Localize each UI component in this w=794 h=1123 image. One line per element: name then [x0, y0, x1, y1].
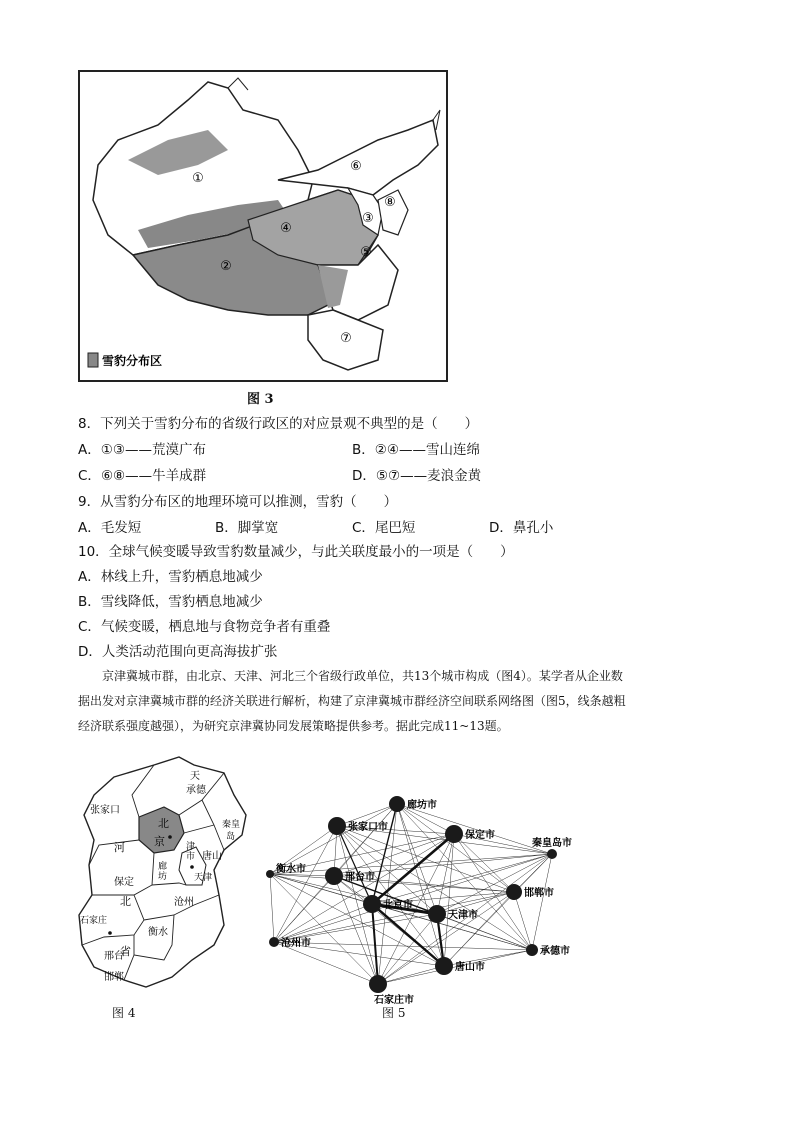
option-letter: C．	[78, 468, 101, 484]
figure-5-caption: 图 5	[382, 1006, 406, 1020]
network-label-xingtai: 邢台市	[345, 872, 375, 883]
question-10-option-a	[78, 567, 263, 587]
network-label-shijiazhuang: 石家庄市	[374, 995, 414, 1006]
question-9-option-a	[78, 518, 141, 538]
fig4-label-xingtai: 邢台	[104, 951, 124, 962]
network-edge-strong	[372, 834, 454, 904]
network-node-tangshan	[435, 957, 453, 975]
passage-line-1: 京津冀城市群，由北京、天津、河北三个省级行政单位，共13个城市构成（图4）。某学者从企业数	[102, 669, 623, 683]
option-letter: D．	[352, 468, 376, 484]
fig4-label-tian: 天	[190, 771, 200, 782]
network-node-xingtai	[325, 867, 343, 885]
network-node-chengde	[526, 944, 538, 956]
network-edge	[274, 826, 337, 942]
economic-network-graph	[262, 784, 582, 1006]
network-edge	[337, 826, 444, 966]
network-node-handan	[506, 884, 522, 900]
network-label-hengshui: 衡水市	[276, 864, 306, 875]
network-node-shijiazhuang	[369, 975, 387, 993]
fig4-label-baoding: 保定	[114, 877, 134, 888]
fig4-label-he: 河	[114, 841, 125, 854]
region-label-8: ⑧	[384, 195, 396, 210]
fig4-label-sheng: 省	[120, 945, 131, 958]
network-edge	[444, 834, 454, 966]
fig4-label-langfang-1: 廊	[158, 862, 168, 872]
option-text: 尾巴短	[374, 520, 416, 536]
option-text: 脚掌宽	[237, 520, 279, 536]
option-text: 雪线降低，雪豹栖息地减少	[100, 594, 263, 610]
network-node-zhangjiakou	[328, 817, 346, 835]
fig4-label-dao: 岛	[226, 832, 236, 842]
network-label-tianjin: 天津市	[448, 910, 478, 921]
question-9-stem: 9．从雪豹分布区的地理环境可以推测，雪豹（ ）	[78, 494, 398, 510]
network-edge-strong	[372, 804, 397, 904]
fig4-label-tangshan: 唐山	[202, 851, 222, 862]
option-letter: B．	[78, 594, 101, 610]
option-letter: A．	[78, 569, 101, 585]
figure-4-caption: 图 4	[112, 1006, 136, 1020]
option-text: 气候变暖，栖息地与食物竞争者有重叠	[100, 619, 331, 635]
question-9-option-b	[215, 518, 278, 538]
fig4-label-hengshui: 衡水	[148, 927, 168, 938]
option-letter: B．	[352, 442, 375, 458]
network-edge	[514, 892, 532, 950]
option-text: 毛发短	[100, 520, 142, 536]
option-text: 林线上升，雪豹栖息地减少	[100, 569, 263, 585]
network-edge	[274, 942, 532, 950]
network-edge	[270, 874, 444, 966]
fig4-label-langfang-2: 坊	[158, 872, 168, 882]
question-8-stem: 8．下列关于雪豹分布的省级行政区的对应景观不典型的是（ ）	[78, 416, 479, 432]
network-node-baoding	[445, 825, 463, 843]
snow-leopard-distribution-map	[78, 70, 448, 382]
passage-line-3: 经济联系强度越强），为研究京津冀协同发展策略提供参考。据此完成11~13题。	[78, 719, 509, 733]
region-label-6: ⑥	[350, 159, 362, 174]
question-9-option-c	[352, 518, 415, 538]
network-node-qinhuangdao	[547, 849, 557, 859]
fig4-label-chengde: 承德	[186, 785, 206, 796]
fig4-label-shi: 市	[186, 852, 196, 862]
jingjinji-admin-map	[74, 755, 254, 1000]
option-text: ⑥⑧——牛羊成群	[100, 468, 207, 484]
question-10-option-d	[78, 642, 277, 662]
fig4-label-zhangjiakou: 张家口	[90, 805, 120, 816]
fig4-label-shijiazhuang: 石家庄	[80, 916, 108, 926]
figure-3-caption: 图 3	[247, 392, 274, 407]
question-8-option-a	[78, 440, 206, 460]
option-letter: B．	[215, 520, 238, 536]
question-10-option-b	[78, 592, 263, 612]
option-letter: C．	[352, 520, 375, 536]
network-label-baoding: 保定市	[465, 830, 495, 841]
region-label-1: ①	[192, 171, 204, 186]
option-letter: D．	[78, 644, 102, 660]
fig4-label-jing: 京	[154, 835, 165, 848]
network-edge	[397, 804, 437, 914]
network-edge	[444, 892, 514, 966]
passage-line-2: 据出发对京津冀城市群的经济关联进行解析，构建了京津冀城市群经济空间联系网络图（图5，线条越粗	[78, 694, 626, 708]
question-10-option-c	[78, 617, 330, 637]
option-letter: A．	[78, 520, 101, 536]
network-label-qinhuangdao: 秦皇岛市	[532, 838, 572, 849]
figure-4	[74, 755, 254, 1000]
option-letter: C．	[78, 619, 101, 635]
region-label-5: ⑤	[360, 245, 372, 260]
option-letter: A．	[78, 442, 101, 458]
option-text: 鼻孔小	[512, 520, 554, 536]
fig4-label-handan: 邯郸	[104, 972, 124, 983]
region-label-7: ⑦	[340, 331, 352, 346]
figure-5	[262, 784, 582, 1006]
network-edge	[532, 854, 552, 950]
network-label-zhangjiakou: 张家口市	[348, 822, 388, 833]
fig4-label-cangzhou: 沧州	[174, 897, 194, 908]
question-10-stem: 10．全球气候变暖导致雪豹数量减少，与此关联度最小的一项是（ ）	[78, 544, 514, 560]
region-label-4: ④	[280, 221, 292, 236]
network-node-cangzhou	[269, 937, 279, 947]
fig4-label-jin: 津	[186, 842, 196, 852]
option-text: ②④——雪山连绵	[374, 442, 480, 458]
legend-swatch	[88, 353, 98, 367]
region-label-2: ②	[220, 259, 232, 274]
figure-3	[78, 70, 448, 382]
network-label-chengde: 承德市	[540, 946, 570, 957]
question-8-option-d	[352, 466, 481, 486]
fig4-label-tianjin: 天津	[194, 873, 213, 883]
option-text: ①③——荒漠广布	[100, 442, 206, 458]
question-8-option-c	[78, 466, 206, 486]
fig4-label-bei-2: 北	[120, 895, 131, 908]
network-label-tangshan: 唐山市	[455, 962, 485, 973]
network-edge	[270, 874, 378, 984]
network-node-beijing	[363, 895, 381, 913]
network-node-tianjin	[428, 905, 446, 923]
network-node-langfang	[389, 796, 405, 812]
network-label-cangzhou: 沧州市	[281, 938, 311, 949]
network-label-handan: 邯郸市	[524, 888, 554, 899]
network-edge	[270, 874, 274, 942]
option-text: 人类活动范围向更高海拔扩张	[101, 644, 278, 660]
legend-label: 雪豹分布区	[102, 354, 163, 368]
fig4-label-qinhuang: 秦皇	[222, 820, 241, 830]
network-edge	[274, 904, 372, 942]
network-edge	[378, 966, 444, 984]
question-8-option-b	[352, 440, 480, 460]
network-label-langfang: 廊坊市	[407, 800, 437, 811]
network-label-beijing: 北京市	[383, 900, 413, 911]
network-edge	[274, 876, 334, 942]
fig4-label-bei: 北	[158, 817, 169, 830]
option-text: ⑤⑦——麦浪金黄	[375, 468, 482, 484]
region-label-3: ③	[362, 211, 374, 226]
network-node-hengshui	[266, 870, 274, 878]
network-edge	[378, 914, 437, 984]
option-letter: D．	[489, 520, 513, 536]
question-9-option-d	[489, 518, 553, 538]
